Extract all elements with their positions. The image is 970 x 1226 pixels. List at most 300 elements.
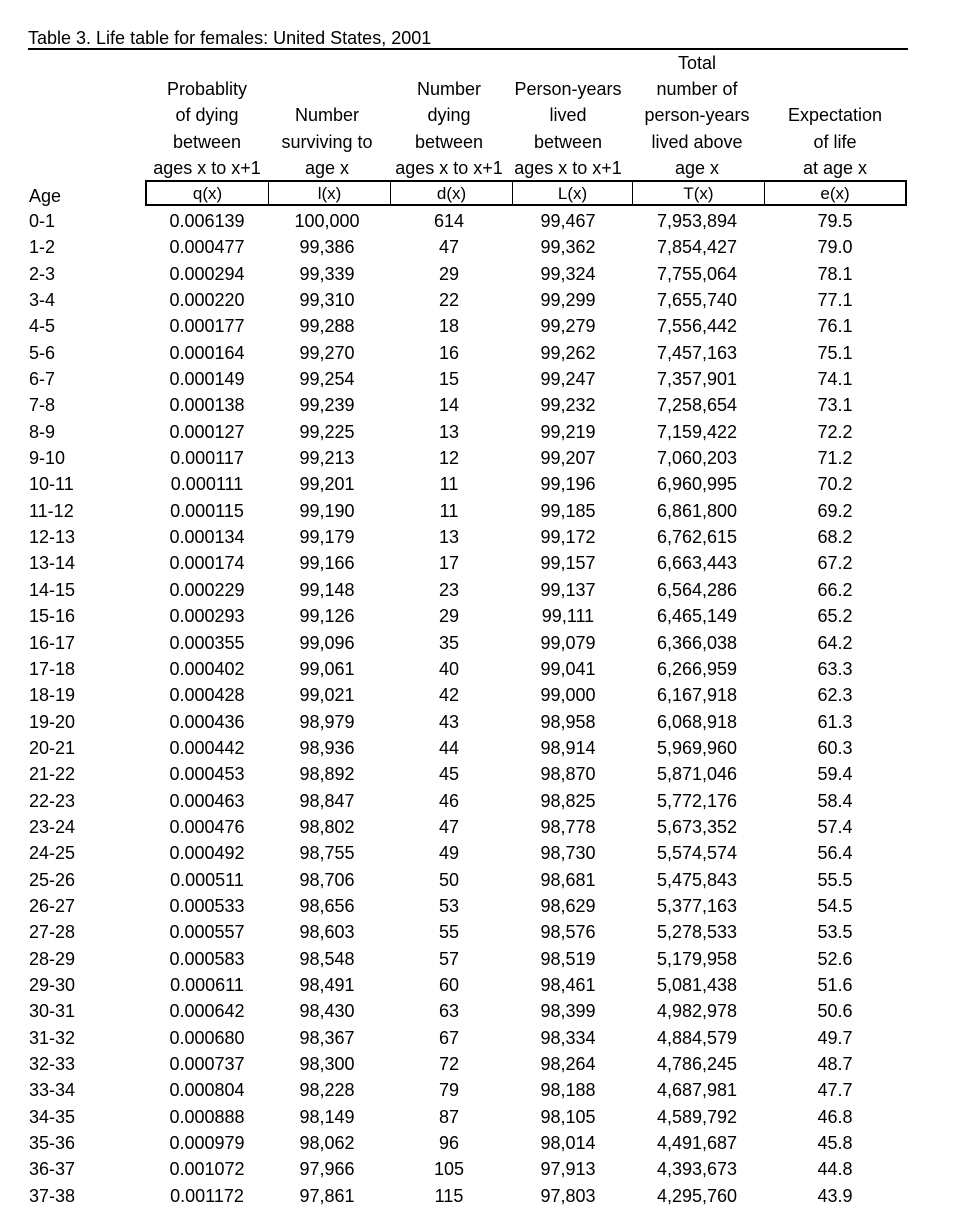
cell-qx: 0.000979 <box>169 1133 245 1154</box>
cell-Tx: 5,574,574 <box>656 843 738 864</box>
table-row <box>0 445 970 471</box>
table-row <box>0 946 970 972</box>
cell-dx: 49 <box>438 843 460 864</box>
table-row <box>0 340 970 366</box>
header-line: Number <box>416 79 482 99</box>
cell-Lx: 99,232 <box>540 395 596 416</box>
cell-dx: 47 <box>438 237 460 258</box>
cell-lx: 99,126 <box>299 606 355 627</box>
cell-ex: 74.1 <box>817 369 853 390</box>
cell-dx: 60 <box>438 974 460 995</box>
cell-ex: 44.8 <box>817 1159 853 1180</box>
cell-ex: 62.3 <box>817 685 853 706</box>
header-line: age x <box>674 158 720 179</box>
cell-lx: 98,300 <box>299 1054 355 1074</box>
cell-Lx: 99,157 <box>540 553 596 574</box>
header-dx <box>388 76 510 182</box>
symbol-Lx: L(x) <box>512 182 632 204</box>
cell-lx: 98,228 <box>299 1080 355 1101</box>
cell-ex: 63.3 <box>817 658 853 679</box>
table-row <box>0 1130 970 1156</box>
cell-ex: 46.8 <box>817 1106 853 1127</box>
cell-qx: 0.000642 <box>169 1001 245 1022</box>
cell-ex: 67.2 <box>817 553 853 574</box>
cell-dx: 67 <box>438 1027 460 1048</box>
table-row <box>0 1183 970 1209</box>
cell-lx: 98,706 <box>299 869 355 890</box>
cell-dx: 17 <box>438 553 460 574</box>
cell-qx: 0.000557 <box>169 922 245 943</box>
cell-dx: 22 <box>438 290 460 311</box>
header-line: person-years <box>644 105 750 126</box>
cell-Lx: 98,958 <box>540 711 596 732</box>
cell-age: 16-17 <box>29 632 76 653</box>
table-row <box>0 1051 970 1077</box>
cell-ex: 64.2 <box>817 632 853 653</box>
cell-Lx: 99,041 <box>540 658 596 679</box>
cell-Lx: 98,629 <box>540 895 596 916</box>
cell-dx: 18 <box>438 316 460 337</box>
cell-dx: 11 <box>439 474 459 495</box>
cell-lx: 98,062 <box>299 1133 355 1154</box>
cell-Tx: 7,457,163 <box>656 342 738 363</box>
cell-qx: 0.000533 <box>169 895 245 916</box>
cell-ex: 47.7 <box>817 1080 853 1101</box>
cell-Tx: 4,687,981 <box>656 1080 738 1101</box>
cell-dx: 105 <box>433 1159 465 1180</box>
cell-Lx: 99,219 <box>540 421 596 442</box>
cell-age: 4-5 <box>29 316 56 337</box>
cell-lx: 98,491 <box>299 974 355 995</box>
cell-ex: 52.6 <box>817 948 853 969</box>
table-row <box>0 656 970 682</box>
table-title: Table 3. Life table for females: United States, 2001 <box>28 28 432 48</box>
table-row <box>0 735 970 761</box>
cell-dx: 14 <box>438 395 460 416</box>
table-row <box>0 814 970 840</box>
cell-age: 11-12 <box>29 500 74 521</box>
table-row <box>0 603 970 629</box>
cell-qx: 0.000428 <box>169 685 245 706</box>
cell-Lx: 97,913 <box>540 1159 596 1180</box>
table-row <box>0 840 970 866</box>
cell-Tx: 6,068,918 <box>656 711 738 732</box>
cell-age: 7-8 <box>29 395 56 416</box>
cell-dx: 115 <box>434 1185 464 1206</box>
cell-qx: 0.000680 <box>169 1027 245 1048</box>
cell-lx: 99,225 <box>299 421 355 442</box>
cell-qx: 0.000127 <box>169 421 245 442</box>
cell-qx: 0.001072 <box>169 1159 245 1180</box>
cell-Lx: 99,467 <box>540 211 596 231</box>
cell-Lx: 98,334 <box>540 1027 596 1048</box>
cell-ex: 57.4 <box>817 816 853 837</box>
header-line: Expectation <box>787 105 883 126</box>
cell-age: 12-13 <box>29 527 76 548</box>
cell-age: 32-33 <box>29 1054 76 1074</box>
cell-qx: 0.000442 <box>169 737 245 758</box>
cell-age: 28-29 <box>29 948 76 969</box>
cell-dx: 79 <box>438 1080 460 1101</box>
cell-qx: 0.000164 <box>169 342 245 363</box>
cell-qx: 0.000111 <box>170 474 244 495</box>
cell-Lx: 98,014 <box>540 1133 596 1154</box>
cell-ex: 76.1 <box>817 316 853 337</box>
cell-qx: 0.006139 <box>169 211 245 231</box>
header-line: ages x to x+1 <box>514 158 622 179</box>
cell-ex: 58.4 <box>817 790 853 811</box>
cell-Tx: 5,179,958 <box>656 948 738 969</box>
cell-Lx: 99,137 <box>540 579 596 600</box>
cell-Lx: 99,207 <box>540 448 596 469</box>
cell-Tx: 7,755,064 <box>656 263 738 284</box>
header-lx <box>266 102 388 181</box>
table-row <box>0 577 970 603</box>
cell-lx: 100,000 <box>294 211 360 231</box>
table-row <box>0 287 970 313</box>
cell-dx: 96 <box>438 1133 460 1154</box>
cell-age: 1-2 <box>29 237 56 258</box>
cell-Tx: 4,491,687 <box>656 1133 738 1154</box>
cell-ex: 60.3 <box>817 737 853 758</box>
cell-age: 15-16 <box>29 606 76 627</box>
table-row <box>0 234 970 260</box>
cell-age: 10-11 <box>29 474 74 495</box>
table-row <box>0 392 970 418</box>
cell-lx: 98,802 <box>299 816 355 837</box>
cell-Tx: 7,556,442 <box>656 316 738 337</box>
cell-dx: 16 <box>438 342 460 363</box>
cell-Tx: 6,366,038 <box>656 632 738 653</box>
cell-ex: 50.6 <box>817 1001 853 1022</box>
table-row <box>0 893 970 919</box>
cell-Lx: 98,188 <box>540 1080 596 1101</box>
cell-lx: 99,386 <box>299 237 355 258</box>
cell-lx: 99,190 <box>299 500 355 521</box>
header-line: dying <box>427 105 471 126</box>
table-row <box>0 313 970 339</box>
cell-ex: 43.9 <box>817 1185 853 1206</box>
cell-qx: 0.000583 <box>169 948 245 969</box>
cell-ex: 56.4 <box>817 843 853 864</box>
table-row <box>0 1156 970 1182</box>
header-line: of dying <box>175 105 239 126</box>
cell-Lx: 99,247 <box>540 369 596 390</box>
cell-ex: 72.2 <box>817 421 853 442</box>
cell-ex: 61.3 <box>817 711 853 732</box>
cell-Tx: 6,663,443 <box>656 553 738 574</box>
cell-qx: 0.001172 <box>170 1185 244 1206</box>
header-line: between <box>172 131 242 152</box>
cell-dx: 43 <box>438 711 460 732</box>
cell-qx: 0.000134 <box>169 527 245 548</box>
header-Tx <box>630 50 764 182</box>
header-age: Age <box>29 186 62 206</box>
cell-dx: 50 <box>438 869 460 890</box>
cell-dx: 57 <box>438 948 460 969</box>
table-row <box>0 366 970 392</box>
cell-age: 6-7 <box>29 369 56 390</box>
cell-Lx: 98,105 <box>540 1106 596 1127</box>
cell-lx: 99,254 <box>299 369 355 390</box>
cell-Lx: 99,279 <box>540 316 596 337</box>
cell-Tx: 7,854,427 <box>656 237 738 258</box>
cell-lx: 99,061 <box>299 658 355 679</box>
cell-Tx: 5,969,960 <box>656 737 738 758</box>
cell-ex: 55.5 <box>817 869 853 890</box>
cell-Tx: 5,377,163 <box>656 895 738 916</box>
cell-qx: 0.000436 <box>169 711 245 732</box>
cell-Lx: 98,870 <box>540 764 596 785</box>
cell-Tx: 5,081,438 <box>656 974 738 995</box>
cell-dx: 29 <box>438 606 460 627</box>
cell-Lx: 98,264 <box>540 1054 596 1074</box>
cell-ex: 73.1 <box>817 395 853 416</box>
cell-age: 33-34 <box>29 1080 76 1101</box>
cell-Lx: 98,519 <box>540 948 596 969</box>
cell-age: 27-28 <box>29 922 76 943</box>
cell-dx: 15 <box>438 369 460 390</box>
cell-qx: 0.000117 <box>170 448 244 469</box>
table-row <box>0 550 970 576</box>
cell-Tx: 7,953,894 <box>656 211 738 231</box>
cell-lx: 97,861 <box>299 1185 355 1206</box>
cell-ex: 70.2 <box>817 474 853 495</box>
cell-lx: 98,892 <box>299 764 355 785</box>
cell-age: 13-14 <box>29 553 76 574</box>
cell-dx: 72 <box>438 1054 460 1074</box>
header-line: surviving to <box>281 131 373 152</box>
cell-qx: 0.000453 <box>169 764 245 785</box>
cell-lx: 99,270 <box>299 342 355 363</box>
cell-Tx: 6,762,615 <box>656 527 738 548</box>
cell-Tx: 5,278,533 <box>656 922 738 943</box>
cell-dx: 47 <box>438 816 460 837</box>
cell-age: 35-36 <box>29 1133 76 1154</box>
cell-Lx: 98,399 <box>540 1001 596 1022</box>
cell-age: 31-32 <box>29 1027 76 1048</box>
cell-Tx: 6,465,149 <box>656 606 738 627</box>
cell-ex: 68.2 <box>817 527 853 548</box>
cell-lx: 99,021 <box>299 685 355 706</box>
table-row <box>0 498 970 524</box>
cell-Tx: 4,982,978 <box>656 1001 738 1022</box>
cell-lx: 98,979 <box>299 711 355 732</box>
cell-dx: 55 <box>438 922 460 943</box>
cell-age: 29-30 <box>29 974 76 995</box>
header-Lx <box>508 76 628 182</box>
cell-Lx: 98,576 <box>540 922 596 943</box>
table-row <box>0 1025 970 1051</box>
cell-ex: 75.1 <box>817 342 853 363</box>
table-row <box>0 1104 970 1130</box>
cell-lx: 99,166 <box>299 553 355 574</box>
cell-ex: 69.2 <box>817 500 853 521</box>
symbol-dx: d(x) <box>390 182 512 204</box>
cell-Lx: 99,185 <box>540 500 596 521</box>
cell-lx: 98,603 <box>299 922 355 943</box>
cell-Tx: 6,266,959 <box>656 658 738 679</box>
table-row <box>0 682 970 708</box>
cell-lx: 98,430 <box>299 1001 355 1022</box>
cell-age: 2-3 <box>29 263 56 284</box>
cell-Tx: 6,960,995 <box>656 474 738 495</box>
cell-age: 21-22 <box>29 764 76 785</box>
cell-Tx: 7,357,901 <box>656 369 738 390</box>
table-row <box>0 524 970 550</box>
cell-Tx: 6,167,918 <box>656 685 738 706</box>
cell-Lx: 99,000 <box>540 685 596 706</box>
table-row <box>0 261 970 287</box>
table-row <box>0 709 970 735</box>
header-line: between <box>414 131 484 152</box>
cell-dx: 44 <box>438 737 460 758</box>
header-line: Total <box>677 52 717 73</box>
cell-Lx: 98,730 <box>540 843 596 864</box>
header-line: ages x to x+1 <box>153 158 261 179</box>
cell-age: 5-6 <box>29 342 56 363</box>
cell-Tx: 4,786,245 <box>656 1054 738 1074</box>
cell-ex: 45.8 <box>817 1133 853 1154</box>
cell-Tx: 5,871,046 <box>656 764 738 785</box>
cell-dx: 42 <box>438 685 460 706</box>
header-line: lived above <box>651 131 743 152</box>
cell-qx: 0.000294 <box>169 263 245 284</box>
cell-age: 9-10 <box>29 448 66 469</box>
header-line: Probablity <box>166 79 248 99</box>
cell-Tx: 4,589,792 <box>656 1106 738 1127</box>
cell-age: 25-26 <box>29 869 76 890</box>
table-row <box>0 998 970 1024</box>
cell-Lx: 98,825 <box>540 790 596 811</box>
cell-dx: 35 <box>438 632 460 653</box>
cell-lx: 99,310 <box>299 290 355 311</box>
cell-age: 18-19 <box>29 685 76 706</box>
cell-age: 37-38 <box>29 1185 76 1206</box>
cell-age: 14-15 <box>29 579 76 600</box>
cell-lx: 98,936 <box>299 737 355 758</box>
cell-dx: 46 <box>438 790 460 811</box>
cell-lx: 98,367 <box>299 1027 355 1048</box>
cell-Lx: 98,778 <box>540 816 596 837</box>
table-row <box>0 208 970 234</box>
symbol-ex: e(x) <box>764 182 905 204</box>
cell-qx: 0.000737 <box>169 1054 245 1074</box>
cell-lx: 99,148 <box>299 579 355 600</box>
cell-Lx: 99,262 <box>540 342 596 363</box>
cell-lx: 98,847 <box>299 790 355 811</box>
cell-dx: 11 <box>439 500 459 521</box>
cell-qx: 0.000804 <box>169 1080 245 1101</box>
cell-lx: 98,656 <box>299 895 355 916</box>
cell-lx: 99,201 <box>299 474 355 495</box>
cell-qx: 0.000477 <box>169 237 245 258</box>
cell-age: 30-31 <box>29 1001 76 1022</box>
header-line: of life <box>813 131 857 152</box>
cell-age: 0-1 <box>29 211 56 231</box>
cell-dx: 23 <box>438 579 460 600</box>
cell-Tx: 7,258,654 <box>656 395 738 416</box>
header-line: number of <box>656 79 738 99</box>
cell-Tx: 5,673,352 <box>656 816 738 837</box>
cell-qx: 0.000220 <box>169 290 245 311</box>
cell-dx: 53 <box>438 895 460 916</box>
table-row <box>0 1077 970 1103</box>
cell-ex: 53.5 <box>817 922 853 943</box>
header-line: lived <box>549 105 587 126</box>
cell-Tx: 4,884,579 <box>656 1027 738 1048</box>
table-row <box>0 761 970 787</box>
cell-lx: 98,149 <box>299 1106 355 1127</box>
cell-ex: 79.0 <box>817 237 853 258</box>
cell-qx: 0.000492 <box>169 843 245 864</box>
cell-ex: 77.1 <box>817 290 853 311</box>
cell-ex: 51.6 <box>817 974 853 995</box>
cell-lx: 99,213 <box>299 448 355 469</box>
symbol-row <box>145 180 907 206</box>
cell-qx: 0.000402 <box>169 658 245 679</box>
cell-ex: 65.2 <box>817 606 853 627</box>
cell-age: 34-35 <box>29 1106 76 1127</box>
cell-qx: 0.000115 <box>170 500 244 521</box>
cell-ex: 54.5 <box>817 895 853 916</box>
cell-qx: 0.000149 <box>169 369 245 390</box>
cell-Lx: 99,079 <box>540 632 596 653</box>
cell-age: 8-9 <box>29 421 56 442</box>
cell-age: 20-21 <box>29 737 76 758</box>
cell-qx: 0.000138 <box>169 395 245 416</box>
cell-ex: 71.2 <box>817 448 853 469</box>
cell-qx: 0.000293 <box>169 606 245 627</box>
cell-Lx: 99,111 <box>541 606 595 627</box>
cell-Lx: 98,461 <box>540 974 596 995</box>
cell-age: 17-18 <box>29 658 76 679</box>
table-row <box>0 788 970 814</box>
cell-Lx: 97,803 <box>540 1185 596 1206</box>
cell-qx: 0.000177 <box>169 316 245 337</box>
cell-dx: 87 <box>438 1106 460 1127</box>
cell-age: 36-37 <box>29 1159 76 1180</box>
cell-lx: 97,966 <box>299 1159 355 1180</box>
cell-Tx: 7,159,422 <box>656 421 738 442</box>
header-line: age x <box>304 158 350 179</box>
header-line: Number <box>294 105 360 126</box>
cell-ex: 49.7 <box>817 1027 853 1048</box>
cell-Lx: 99,299 <box>540 290 596 311</box>
cell-Tx: 7,060,203 <box>656 448 738 469</box>
cell-lx: 98,548 <box>299 948 355 969</box>
cell-Lx: 99,172 <box>540 527 596 548</box>
table-row <box>0 419 970 445</box>
cell-age: 22-23 <box>29 790 76 811</box>
cell-Tx: 7,655,740 <box>656 290 738 311</box>
cell-qx: 0.000463 <box>169 790 245 811</box>
table-row <box>0 919 970 945</box>
cell-age: 23-24 <box>29 816 76 837</box>
table-row <box>0 972 970 998</box>
cell-lx: 99,288 <box>299 316 355 337</box>
cell-qx: 0.000174 <box>169 553 245 574</box>
cell-age: 24-25 <box>29 843 76 864</box>
table-body <box>0 208 970 1209</box>
cell-lx: 99,239 <box>299 395 355 416</box>
cell-Lx: 99,196 <box>540 474 596 495</box>
cell-ex: 78.1 <box>817 263 853 284</box>
cell-ex: 48.7 <box>817 1054 853 1074</box>
cell-qx: 0.000511 <box>170 869 244 890</box>
table-row <box>0 630 970 656</box>
cell-qx: 0.000888 <box>169 1106 245 1127</box>
